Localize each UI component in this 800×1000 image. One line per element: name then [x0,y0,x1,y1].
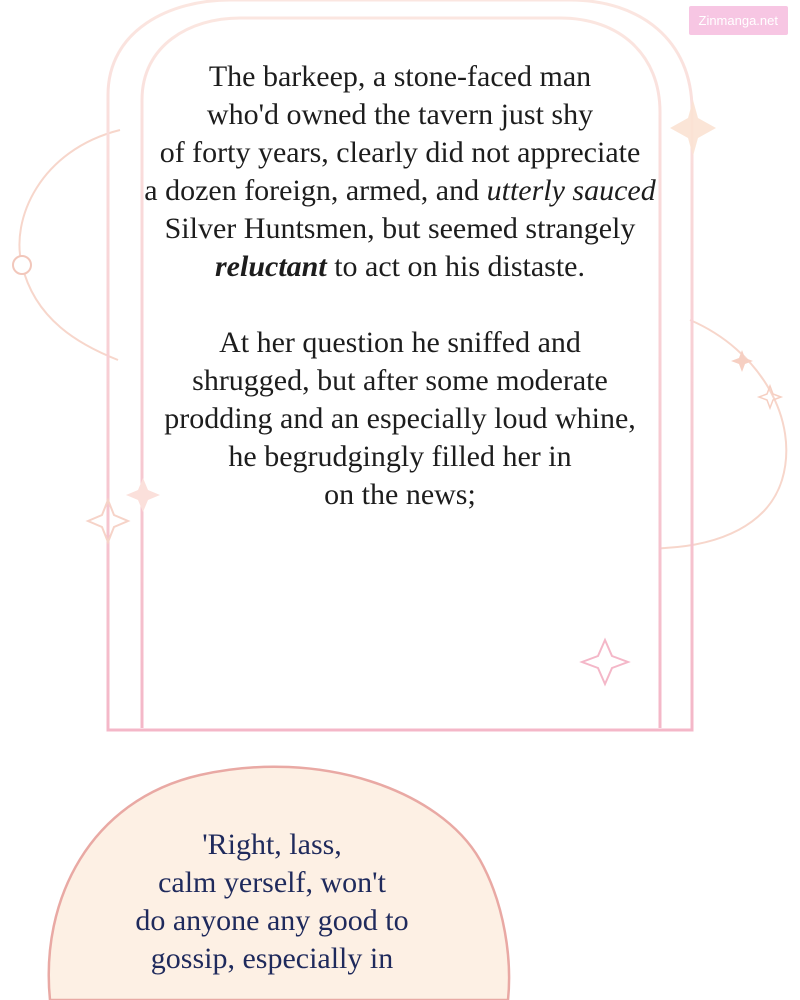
dialogue-line: 'Right, lass, [202,828,342,861]
narration-line [80,172,720,210]
narration-line: on the news; [324,478,476,511]
dialogue-line: do anyone any good to [135,904,409,937]
narration-line: Silver Huntsmen, but seemed strangely [164,212,636,245]
speech-bubble-text [62,826,482,978]
narration-text: to act on his distaste. [326,250,585,283]
narration-line: he begrudgingly filled her in [228,440,572,473]
sparkle-small-icon-5 [731,350,753,372]
narration-text: a dozen foreign, armed, and [144,174,487,207]
dialogue-line: gossip, especially in [150,942,394,975]
narration-line: who'd owned the tavern just shy [206,98,594,131]
narration-line: At her question he sniffed and [219,326,581,359]
narration-line [80,248,720,286]
narration-paragraph-2 [80,324,720,514]
emphasis-text: utterly sauced [486,174,656,207]
watermark-badge: Zinmanga.net [689,6,789,35]
narration-line: prodding and an especially loud whine, [164,402,636,435]
strong-emphasis-text: reluctant [215,250,327,283]
narration-line: shrugged, but after some moderate [192,364,608,397]
dialogue-line: calm yerself, won't [158,866,386,899]
narration-line: The barkeep, a stone-faced man [208,60,592,93]
orbit-bead-left [13,256,31,274]
narration-paragraph-1 [80,58,720,286]
narration-box [80,58,720,514]
narration-line: of forty years, clearly did not appreciate [159,136,641,169]
